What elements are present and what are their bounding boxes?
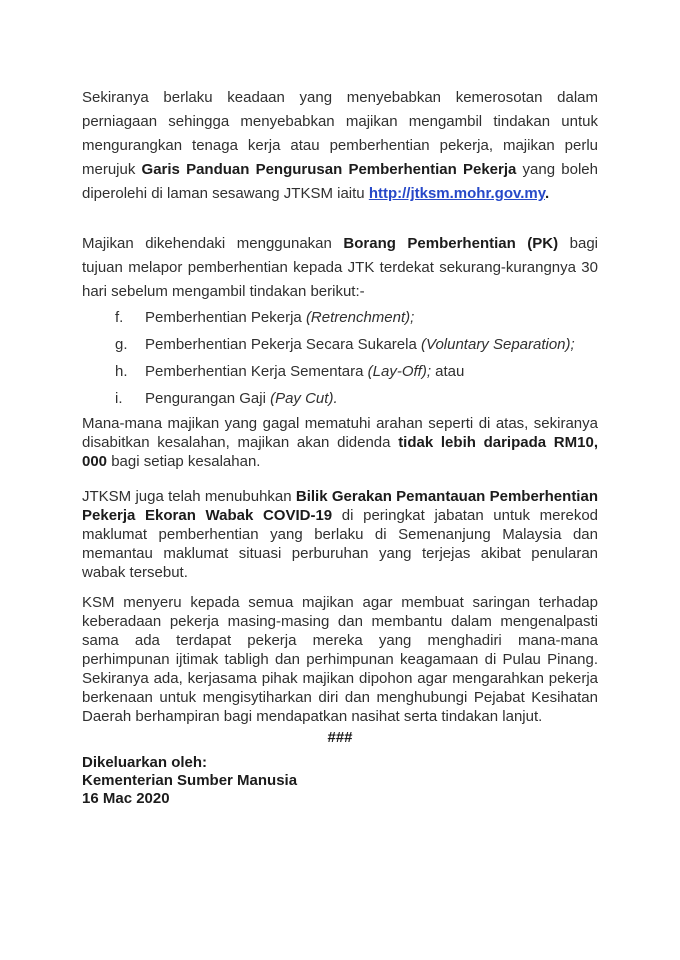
text-run: (Lay-Off); xyxy=(367,363,431,380)
text-run: (Pay Cut). xyxy=(270,390,338,407)
text-run: . xyxy=(544,185,550,202)
paragraph-bilik-gerakan xyxy=(82,487,598,582)
text-run: Sekiranya berlaku keadaan yang menyebabkan kemerosotan dalam perniagaan sehingga menyebabkan majikan mengambil tindakan untuk mengurangkan tenaga kerja atau pemberhentian pekerja, majikan perlu merujuk xyxy=(82,89,598,178)
text-run: atau xyxy=(430,363,465,380)
list-item-voluntary-separation xyxy=(82,331,598,358)
text-run: KSM menyeru kepada semua majikan agar membuat saringan terhadap keberadaan pekerja masing-masing dan membantu dalam mengenalpasti sama ada terdapat pekerja mereka yang menghadiri mana-mana perhimpunan ijtimak tabligh dan perhimpunan keagamaan di Pulau Pinang. Sekiranya ada, kerjasama pihak majikan dipohon agar mengarahkan pekerja berkenaan untuk mengisytiharkan diri dan menghubungi Pejabat Kesihatan Daerah berhampiran bagi mendapatkan nasihat serta tindakan lanjut. xyxy=(82,594,598,725)
paragraph-penalty xyxy=(82,414,598,471)
text-run: bagi tujuan melapor pemberhentian kepada JTK terdekat sekurang-kurangnya 30 hari sebelum mengambil tindakan berikut:- xyxy=(82,235,599,300)
text-run: di peringkat jabatan untuk merekod maklumat pemberhentian yang berlaku di Semenanjung Malaysia dan memantau maklumat situasi perburuhan yang terjejas akibat penularan wabak tersebut. xyxy=(82,507,598,581)
text-run: Bilik Gerakan Pemantauan Pemberhentian Pekerja Ekoran Wabak COVID-19 xyxy=(82,488,598,524)
text-run: Borang Pemberhentian (PK) xyxy=(343,235,559,252)
text-run: Majikan dikehendaki menggunakan xyxy=(82,235,344,252)
text-run: yang boleh diperolehi di laman sesawang JTKSM iaitu xyxy=(82,161,598,202)
issue-date: 16 Mac 2020 xyxy=(82,790,170,807)
paragraph-borang-pemberhentian xyxy=(82,232,598,304)
text-run: JTKSM juga telah menubuhkan xyxy=(82,488,296,505)
issuer-block xyxy=(82,754,598,808)
list-item-pay-cut xyxy=(82,385,598,412)
termination-actions-list xyxy=(82,304,598,412)
text-run: Pemberhentian Pekerja Secara Sukarela xyxy=(145,336,421,353)
list-item-text xyxy=(145,336,575,353)
list-marker: h. xyxy=(115,363,128,380)
list-item-lay-off xyxy=(82,358,598,385)
list-marker: g. xyxy=(115,336,128,353)
text-run: tidak lebih daripada RM10, 000 xyxy=(82,434,598,470)
text-run: bagi setiap kesalahan. xyxy=(107,453,261,470)
jtksm-website-link[interactable]: http://jtksm.mohr.gov.my xyxy=(368,185,545,202)
paragraph-intro-garis-panduan xyxy=(82,86,598,206)
text-run: Pengurangan Gaji xyxy=(145,390,271,407)
text-run: (Voluntary Separation); xyxy=(421,336,575,353)
list-marker: f. xyxy=(115,309,124,326)
paragraph-ksm-screening xyxy=(82,593,598,726)
text-run: Garis Panduan Pengurusan Pemberhentian Pekerja xyxy=(141,161,517,178)
text-run: Mana-mana majikan yang gagal mematuhi arahan seperti di atas, sekiranya disabitkan kesalahan, majikan akan didenda xyxy=(82,415,598,451)
text-run: (Retrenchment); xyxy=(305,309,415,326)
list-item-text xyxy=(145,363,464,380)
list-item-text xyxy=(145,309,414,326)
issued-by-label: Dikeluarkan oleh: xyxy=(82,754,208,771)
list-item-retrenchment xyxy=(82,304,598,331)
list-item-text xyxy=(145,390,338,407)
issuer-name: Kementerian Sumber Manusia xyxy=(82,772,298,789)
end-marker: ### xyxy=(327,729,353,746)
text-run: Pemberhentian Kerja Sementara xyxy=(145,363,368,380)
list-marker: i. xyxy=(115,390,123,407)
text-run: Pemberhentian Pekerja xyxy=(145,309,306,326)
